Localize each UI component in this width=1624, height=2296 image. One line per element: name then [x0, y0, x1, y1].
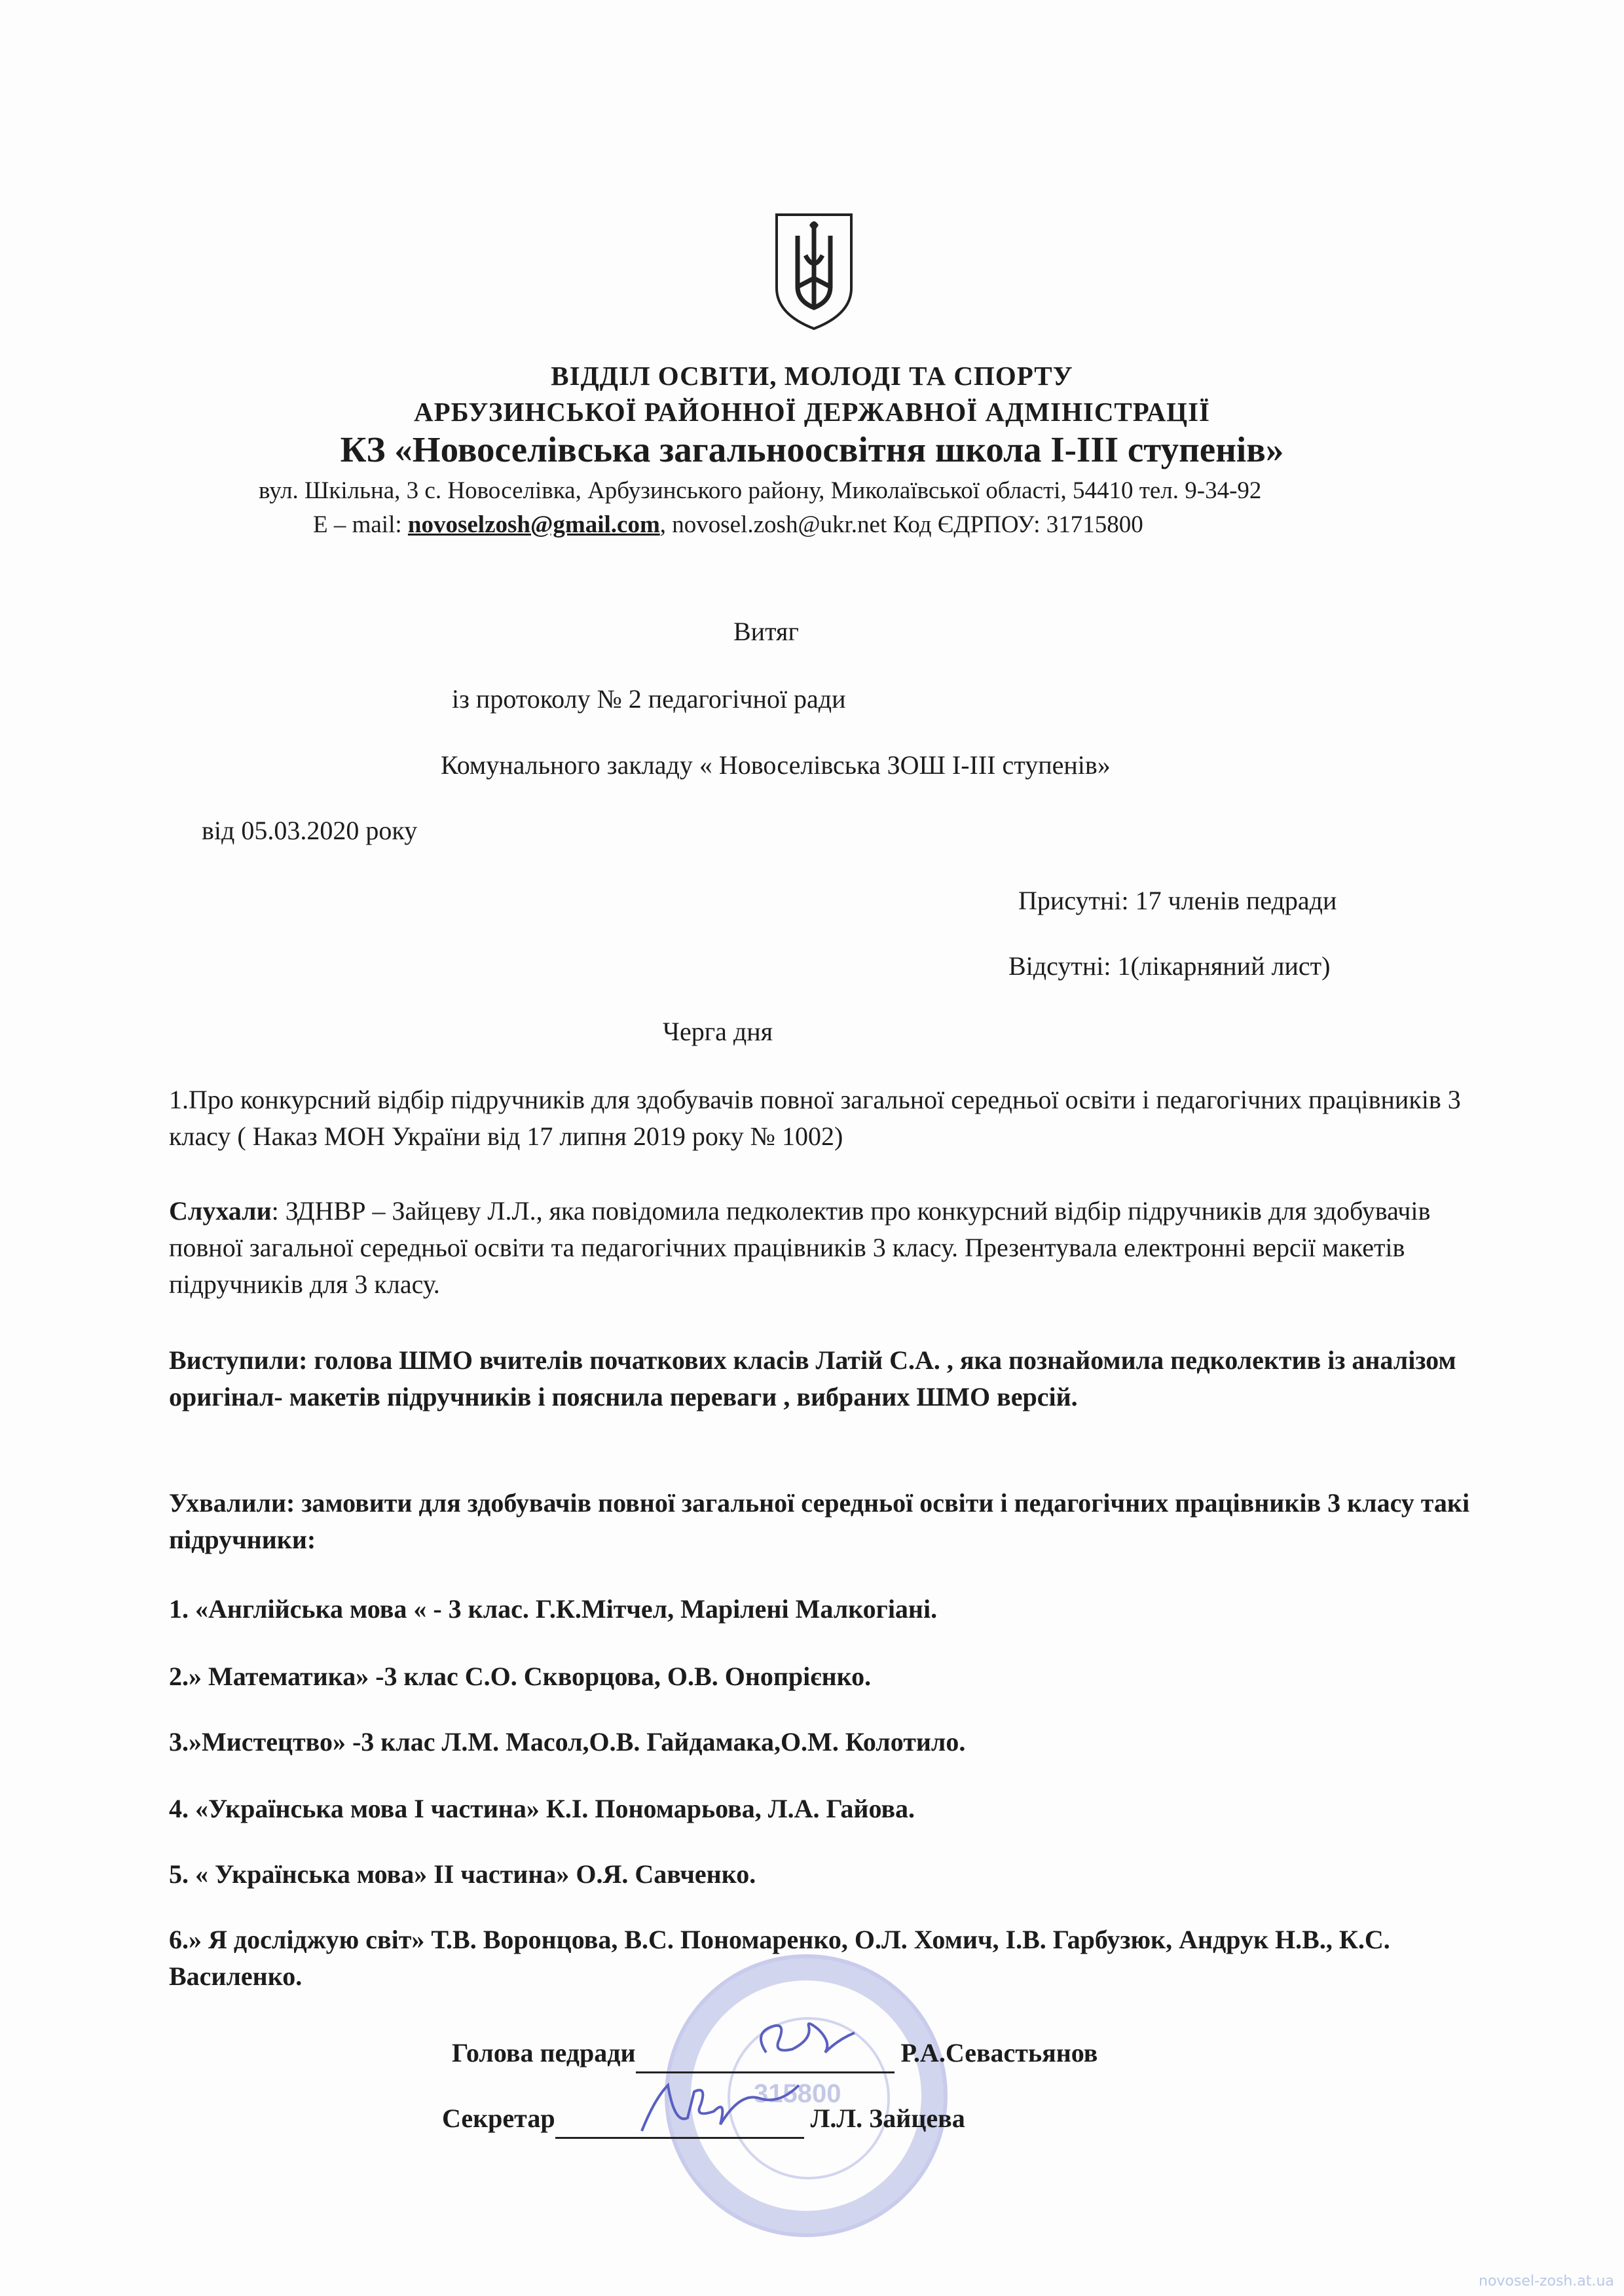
- attendance-absent: Відсутні: 1(лікарняний лист): [1008, 951, 1331, 981]
- list-item: 1. «Англійська мова « - 3 клас. Г.К.Мітчел, Марілені Малкогіані.: [169, 1594, 938, 1624]
- school-address: вул. Шкільна, 3 с. Новоселівка, Арбузинського району, Миколаївської області, 54410 тел. 9-34-92: [259, 477, 1262, 504]
- doc-subtitle-institution: Комунального закладу « Новоселівська ЗОШ І-ІІІ ступенів»: [441, 750, 1111, 780]
- chair-label: Голова педради: [452, 2038, 636, 2068]
- list-item: 2.» Математика» -3 клас С.О. Скворцова, О.В. Онопрієнко.: [169, 1662, 872, 1691]
- doc-date: від 05.03.2020 року: [202, 816, 418, 845]
- secretary-handwritten-signature: [629, 2072, 812, 2144]
- school-title: КЗ «Новоселівська загальноосвітня школа І-ІІІ ступенів»: [340, 429, 1284, 469]
- spoke-section: Виступили: голова ШМО вчителів початкових класів Латій С.А. , яка познайомила педколектив із аналізом оригінал- макетів підручників і пояснила переваги , вибраних ШМО версій.: [169, 1345, 1456, 1412]
- email-label: Е – mail:: [313, 511, 408, 538]
- site-watermark: novosel-zosh.at.ua: [1479, 2273, 1614, 2289]
- trident-emblem: [771, 210, 857, 334]
- secretary-name: Л.Л. Зайцева: [810, 2104, 965, 2133]
- heard-text: : ЗДНВР – Зайцеву Л.Л., яка повідомила педколектив про конкурсний відбір підручників для здобувачів повної загальної середньої освіти та педагогічних працівників 3 класу. Презентувала електронні версії макетів підручників для 3 класу.: [169, 1196, 1431, 1299]
- list-item: 4. «Українська мова І частина» К.І. Пономарьова, Л.А. Гайова.: [169, 1794, 915, 1823]
- agenda-item: 1.Про конкурсний відбір підручників для здобувачів повної загальної середньої освіти і педагогічних працівників 3 класу ( Наказ МОН України від 17 липня 2019 року № 1002): [169, 1085, 1461, 1151]
- stamp-code: 315800: [754, 2079, 841, 2108]
- doc-subtitle-protocol: із протоколу № 2 педагогічної ради: [452, 684, 846, 714]
- resolved-section: Ухвалили: замовити для здобувачів повної загальної середньої освіти і педагогічних працівників 3 класу такі підручники:: [169, 1488, 1470, 1554]
- email-secondary: , novosel.zosh@ukr.net Код ЄДРПОУ: 31715800: [659, 511, 1143, 538]
- secretary-label: Секретар: [442, 2104, 555, 2133]
- doc-title: Витяг: [733, 617, 799, 646]
- list-item: 3.»Мистецтво» -3 клас Л.М. Масол,О.В. Гайдамака,О.М. Колотило.: [169, 1727, 966, 1757]
- attendance-present: Присутні: 17 членів педради: [1018, 886, 1337, 915]
- department-title: ВІДДІЛ ОСВІТИ, МОЛОДІ ТА СПОРТУ: [551, 361, 1073, 391]
- school-contacts: [313, 511, 1143, 539]
- list-item: 6.» Я досліджую світ» Т.В. Воронцова, В.С. Пономаренко, О.Л. Хомич, І.В. Гарбузюк, Андрук Н.В., К.С. Василенко.: [169, 1925, 1390, 1991]
- list-item: 5. « Українська мова» ІІ частина» О.Я. Савченко.: [169, 1859, 756, 1889]
- heard-label: Слухали: [169, 1196, 272, 1226]
- email-link[interactable]: novoselzosh@gmail.com: [407, 511, 660, 538]
- agenda-title: Черга дня: [663, 1017, 773, 1046]
- chair-handwritten-signature: [747, 2013, 864, 2072]
- chair-name: Р.А.Севастьянов: [900, 2038, 1098, 2068]
- administration-title: АРБУЗИНСЬКОЇ РАЙОННОЇ ДЕРЖАВНОЇ АДМІНІСТРАЦІЇ: [413, 397, 1210, 427]
- heard-section: [169, 1193, 1472, 1303]
